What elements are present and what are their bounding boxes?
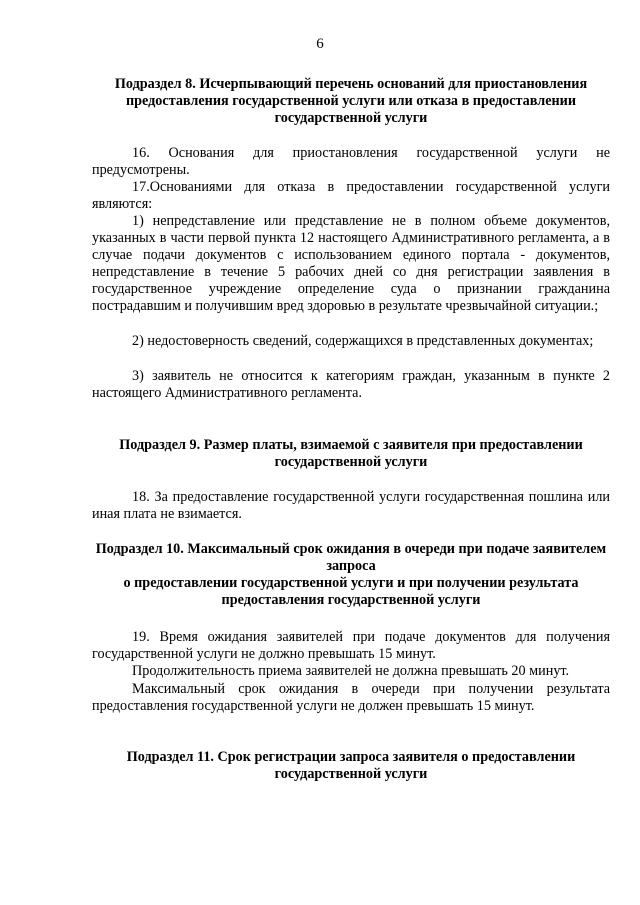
section-10-heading-line-2: о предоставлении государственной услуги и при получении результата предоставления государственной услуги	[123, 575, 579, 608]
section-8-heading: Подраздел 8. Исчерпывающий перечень оснований для приостановления предоставления государственной услуги или отказа в предоставлении государственной услуги	[114, 76, 588, 126]
paragraph-17-item-3: 3) заявитель не относится к категориям граждан, указанным в пункте 2 настоящего Административного регламента.	[92, 368, 610, 401]
paragraph-17: 17.Основаниями для отказа в предоставлении государственной услуги являются:	[92, 179, 610, 212]
paragraph-18: 18. За предоставление государственной услуги государственная пошлина или иная плата не взимается.	[92, 489, 610, 522]
page-number: 6	[316, 36, 324, 52]
paragraph-17-item-2: 2) недостоверность сведений, содержащихся в представленных документах;	[132, 333, 594, 349]
section-11-heading: Подраздел 11. Срок регистрации запроса заявителя о предоставлении государственной услуги	[126, 749, 576, 782]
paragraph-19-result: Максимальный срок ожидания в очереди при получении результата предоставления государственной услуги не должен превышать 15 минут.	[92, 681, 610, 714]
section-10-heading-line-1: Подраздел 10. Максимальный срок ожидания в очереди при подаче заявителем запроса	[95, 541, 607, 574]
section-9-heading: Подраздел 9. Размер платы, взимаемой с заявителя при предоставлении государственной услуги	[119, 437, 583, 470]
paragraph-19-reception: Продолжительность приема заявителей не должна превышать 20 минут.	[132, 663, 570, 679]
paragraph-17-item-1: 1) непредставление или представление не в полном объеме документов, указанных в части первой пункта 12 настоящего Административного регламента, а в случае подачи документов с использованием единого портала - документов, непредставление в течение 5 рабочих дней со дня регистрации заявления в государственное учреждение определение суда о признании гражданина пострадавшим и получившим вред здоровью в результате чрезвычайной ситуации.;	[92, 213, 610, 314]
paragraph-19: 19. Время ожидания заявителей при подаче документов для получения государственной услуги не должно превышать 15 минут.	[92, 629, 610, 662]
paragraph-16: 16. Основания для приостановления государственной услуги не предусмотрены.	[92, 145, 610, 178]
